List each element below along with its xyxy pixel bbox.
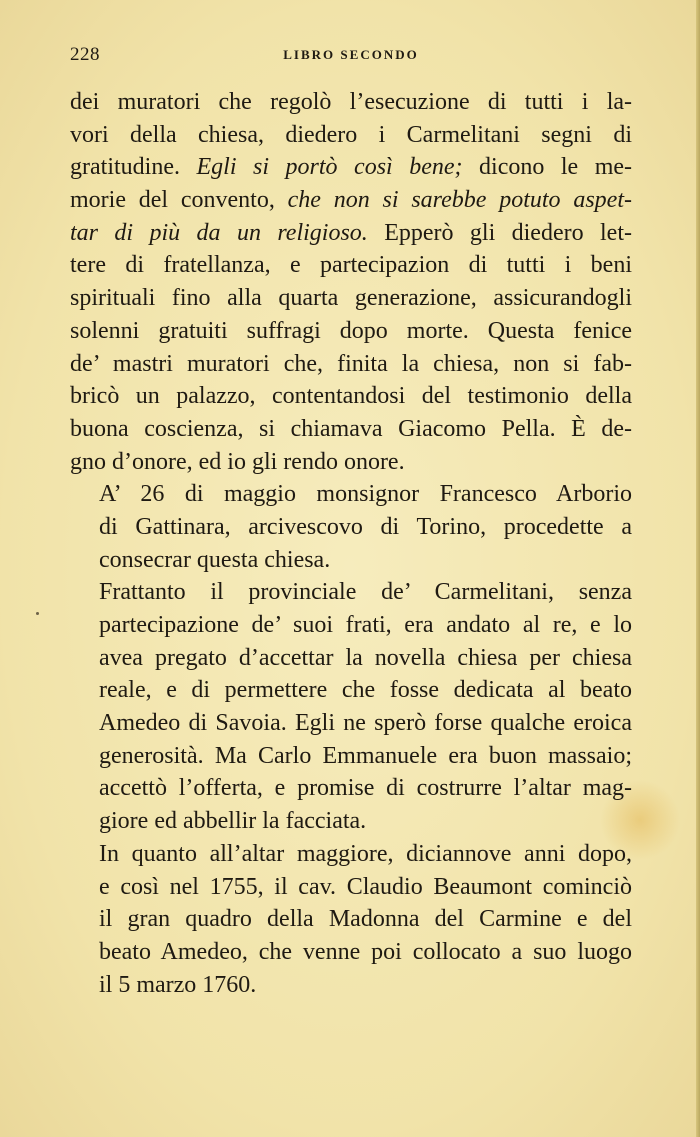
text-segment: tere di fratellanza, e partecipazion di tutti i beni: [70, 252, 632, 279]
text-line: [70, 217, 632, 250]
text-segment: bricò un palazzo, contentandosi del testimonio della: [70, 383, 632, 410]
text-segment: de’ mastri muratori che, finita la chiesa, non si fab-: [70, 350, 632, 377]
text-line: [70, 86, 632, 119]
body-text: [70, 86, 632, 1001]
text-segment: di Gattinara, arcivescovo di Torino, procedette a: [99, 513, 632, 540]
text-segment: accettò l’offerta, e promise di costrurre l’altar mag-: [99, 775, 632, 802]
text-segment: Epperò gli diedero let-: [367, 219, 632, 246]
text-segment: spirituali fino alla quarta generazione, assicurandogli: [70, 285, 632, 312]
text-segment: giore ed abbellir la facciata.: [99, 808, 367, 835]
page-edge: [696, 0, 700, 1137]
text-line: [70, 740, 632, 773]
text-segment: gno d’onore, ed io gli rendo onore.: [70, 448, 405, 475]
text-segment: generosità. Ma Carlo Emmanuele era buon massaio;: [99, 742, 632, 769]
text-line: [70, 184, 632, 217]
text-line: [70, 249, 632, 282]
italic-segment: che non si sarebbe potuto aspet-: [287, 187, 632, 214]
text-line: [70, 772, 632, 805]
text-line: [70, 969, 632, 1002]
text-segment: Frattanto il provinciale de’ Carmelitani, senza: [99, 579, 632, 606]
text-segment: gratitudine.: [70, 154, 197, 181]
text-segment: il 5 marzo 1760.: [99, 971, 257, 998]
page-number: 228: [70, 44, 100, 65]
text-line: [70, 871, 632, 904]
running-head: LIBRO SECONDO: [283, 47, 419, 62]
text-segment: dei muratori che regolò l’esecuzione di tutti i la-: [70, 89, 632, 115]
italic-segment: tar di più da un religioso.: [70, 219, 368, 246]
text-segment: vori della chiesa, diedero i Carmelitani segni di: [70, 121, 632, 148]
text-segment: il gran quadro della Madonna del Carmine e del: [99, 906, 632, 933]
text-segment: In quanto all’altar maggiore, diciannove anni dopo,: [99, 840, 632, 867]
text-segment: A’ 26 di maggio monsignor Francesco Arborio: [99, 481, 632, 508]
text-line: [70, 282, 632, 315]
paragraph: [70, 576, 632, 838]
text-line: [70, 544, 632, 577]
text-line: [70, 805, 632, 838]
text-segment: Amedeo di Savoia. Egli ne sperò forse qualche eroica: [99, 710, 632, 737]
text-segment: consecrar questa chiesa.: [99, 546, 331, 573]
text-segment: dicono le me-: [462, 154, 633, 181]
text-line: [70, 511, 632, 544]
text-line: [70, 838, 632, 871]
text-line: [70, 936, 632, 969]
text-line: [70, 315, 632, 348]
text-line: [70, 903, 632, 936]
text-line: [70, 151, 632, 184]
text-segment: beato Amedeo, che venne poi collocato a suo luogo: [99, 938, 632, 965]
text-segment: avea pregato d’accettar la novella chiesa per chiesa: [99, 644, 632, 671]
text-line: [70, 119, 632, 152]
text-segment: e così nel 1755, il cav. Claudio Beaumont cominciò: [99, 873, 632, 900]
text-segment: solenni gratuiti suffragi dopo morte. Questa fenice: [70, 317, 632, 344]
text-line: [70, 446, 632, 479]
text-line: [70, 674, 632, 707]
italic-segment: Egli si portò così bene;: [196, 154, 463, 181]
text-line: [70, 609, 632, 642]
text-line: [70, 707, 632, 740]
text-segment: reale, e di permettere che fosse dedicata al beato: [99, 677, 632, 704]
ink-speck: [36, 612, 39, 615]
text-line: [70, 642, 632, 675]
paragraph: [70, 478, 632, 576]
text-segment: partecipazione de’ suoi frati, era andato al re, e lo: [99, 612, 632, 638]
text-line: [70, 380, 632, 413]
text-line: [70, 413, 632, 446]
text-line: [70, 348, 632, 381]
text-segment: morie del convento,: [70, 187, 288, 214]
page-header: [70, 44, 632, 68]
text-segment: buona coscienza, si chiamava Giacomo Pella. È de-: [70, 415, 632, 442]
paragraph: [70, 838, 632, 1001]
text-line: [70, 478, 632, 511]
text-line: [70, 576, 632, 609]
paragraph: [70, 86, 632, 478]
